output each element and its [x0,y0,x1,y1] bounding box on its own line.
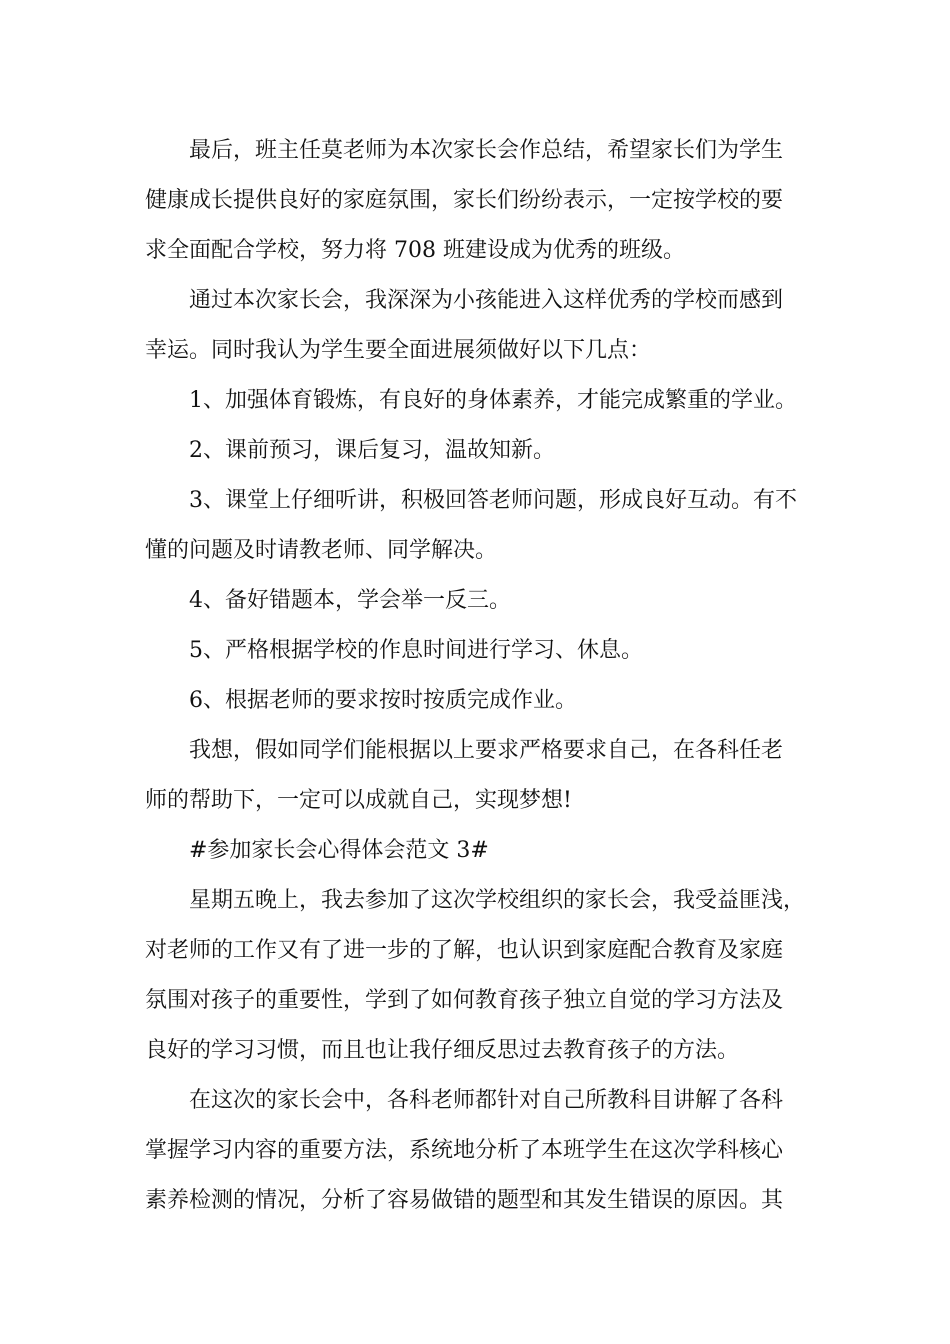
paragraph [145,826,835,876]
text-line: 掌握学习内容的重要方法，系统地分析了本班学生在这次学科核心 [145,1138,784,1163]
text-line: 我想，假如同学们能根据以上要求严格要求自己，在各科任老 [189,738,784,763]
paragraph [145,126,835,276]
text-line: 求全面配合学校，努力将 708 班建设成为优秀的班级。 [145,238,685,263]
document-body [145,126,835,1226]
text-line: 在这次的家长会中，各科老师都针对自己所教科目讲解了各科 [189,1088,784,1113]
paragraph [145,576,835,626]
text-line: 3、课堂上仔细听讲，积极回答老师问题，形成良好互动。有不 [189,488,797,513]
text-line: 懂的问题及时请教老师、同学解决。 [145,538,498,563]
text-line: 5、严格根据学校的作息时间进行学习、休息。 [189,638,643,663]
text-line: 最后，班主任莫老师为本次家长会作总结，希望家长们为学生 [189,138,784,163]
text-line: 2、课前预习，课后复习，温故知新。 [189,438,555,463]
text-line: 通过本次家长会，我深深为小孩能进入这样优秀的学校而感到 [189,288,784,313]
paragraph [145,676,835,726]
paragraph [145,876,835,1076]
text-line: 星期五晚上，我去参加了这次学校组织的家长会，我受益匪浅， [189,888,806,913]
text-line: 对老师的工作又有了进一步的了解，也认识到家庭配合教育及家庭 [145,938,784,963]
text-line: 素养检测的情况，分析了容易做错的题型和其发生错误的原因。其 [145,1188,784,1213]
paragraph [145,426,835,476]
paragraph [145,276,835,376]
text-line: #参加家长会心得体会范文 3# [189,838,489,863]
paragraph [145,726,835,826]
text-line: 良好的学习习惯，而且也让我仔细反思过去教育孩子的方法。 [145,1038,740,1063]
paragraph [145,626,835,676]
text-line: 健康成长提供良好的家庭氛围，家长们纷纷表示，一定按学校的要 [145,188,784,213]
text-line: 师的帮助下，一定可以成就自己，实现梦想! [145,788,572,813]
text-line: 幸运。同时我认为学生要全面进展须做好以下几点： [145,338,652,363]
paragraph [145,476,835,576]
text-line: 1、加强体育锻炼，有良好的身体素养，才能完成繁重的学业。 [189,388,797,413]
paragraph [145,376,835,426]
text-line: 4、备好错题本，学会举一反三。 [189,588,511,613]
text-line: 6、根据老师的要求按时按质完成作业。 [189,688,577,713]
paragraph [145,1076,835,1226]
text-line: 氛围对孩子的重要性，学到了如何教育孩子独立自觉的学习方法及 [145,988,784,1013]
